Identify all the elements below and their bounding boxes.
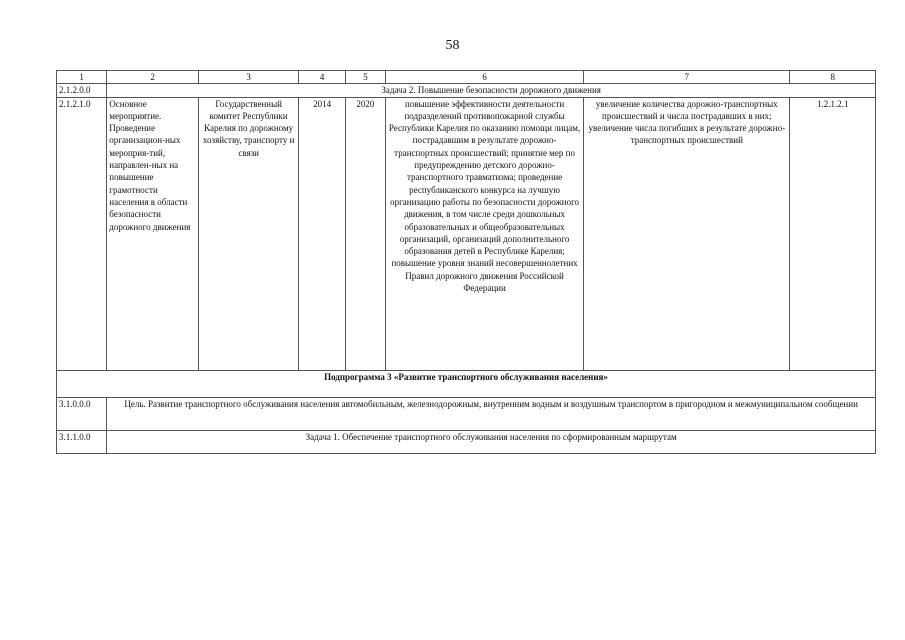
task-2-row bbox=[57, 84, 876, 97]
column-number: 1 bbox=[57, 71, 107, 84]
column-number: 7 bbox=[584, 71, 790, 84]
task-1-row bbox=[57, 430, 876, 453]
goal-row bbox=[57, 397, 876, 430]
column-number: 4 bbox=[299, 71, 345, 84]
goal-title: Цель. Развитие транспортного обслуживания населения автомобильным, железнодорожным, внутренним водным и воздушным транспортом в пригородном и межмуниципальном сообщении bbox=[107, 397, 876, 430]
subprogram-row bbox=[57, 370, 876, 397]
row-code: 2.1.2.1.0 bbox=[57, 97, 107, 370]
row-code: 3.1.1.0.0 bbox=[57, 430, 107, 453]
row-code: 2.1.2.0.0 bbox=[57, 84, 107, 97]
end-year: 2020 bbox=[345, 97, 385, 370]
activity-row bbox=[57, 97, 876, 370]
page-number: 58 bbox=[445, 38, 460, 53]
task-title: Задача 1. Обеспечение транспортного обслуживания населения по сформированным маршрутам bbox=[107, 430, 876, 453]
task-title: Задача 2. Повышение безопасности дорожного движения bbox=[107, 84, 876, 97]
activity-name: Основное мероприятие. Проведение организацион-ных мероприя-тий, направлен-ных на повышение грамотности населения в области безопасности дорожного движения bbox=[107, 97, 199, 370]
executor: Государственный комитет Республики Карелия по дорожному хозяйству, транспорту и связи bbox=[198, 97, 299, 370]
column-number: 3 bbox=[198, 71, 299, 84]
column-number: 8 bbox=[790, 71, 876, 84]
column-number: 6 bbox=[385, 71, 583, 84]
consequences: увеличение количества дорожно-транспортных происшествий и числа пострадавших в них; увеличение числа погибших в результате дорожно-транспортных происшествий bbox=[584, 97, 790, 370]
program-table bbox=[56, 70, 876, 454]
indicator: 1.2.1.2.1 bbox=[790, 97, 876, 370]
column-number: 2 bbox=[107, 71, 199, 84]
row-code: 3.1.0.0.0 bbox=[57, 397, 107, 430]
column-number: 5 bbox=[345, 71, 385, 84]
subprogram-title: Подпрограмма 3 «Развитие транспортного обслуживания населения» bbox=[57, 370, 876, 397]
start-year: 2014 bbox=[299, 97, 345, 370]
column-number-row bbox=[57, 71, 876, 84]
expected-result: повышение эффективности деятельности подразделений противопожарной службы Республики Карелия по оказанию помощи лицам, пострадавшим в результате дорожно-транспортных происшествий; принятие мер по предупреждению детского дорожно-транспортного травматизма; проведение республиканского конкурса на лучшую организацию работы по безопасности дорожного движения, в том числе среди дошкольных образовательных и общеобразовательных организаций, организаций дополнительного образования детей в Республике Карелия; повышение уровня знаний несовершеннолетних Правил дорожного движения Российской Федерации bbox=[385, 97, 583, 370]
